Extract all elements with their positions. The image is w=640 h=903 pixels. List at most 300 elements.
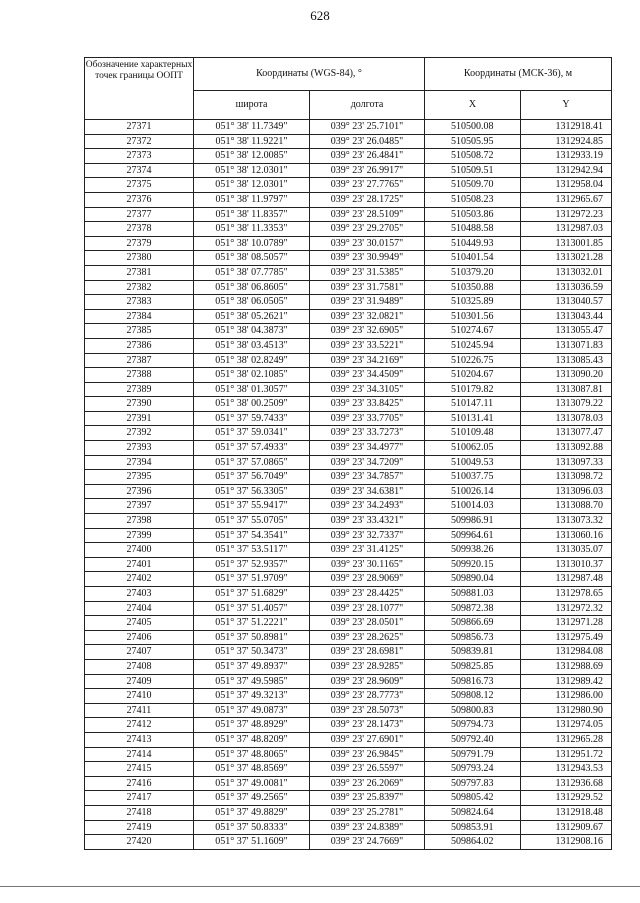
cell-latitude: 051° 37' 55.9417" <box>194 499 310 514</box>
cell-latitude: 051° 38' 06.8605" <box>194 280 310 295</box>
cell-latitude: 051° 38' 11.7349" <box>194 120 310 135</box>
cell-y: 1313096.03 <box>521 484 612 499</box>
cell-x: 509800.83 <box>425 703 521 718</box>
page-bottom-rule <box>0 886 640 887</box>
table-row <box>85 557 612 572</box>
cell-longitude: 039° 23' 28.5109" <box>310 207 425 222</box>
cell-y: 1312908.16 <box>521 835 612 850</box>
cell-y: 1312972.23 <box>521 207 612 222</box>
cell-point-id: 27385 <box>85 324 194 339</box>
cell-longitude: 039° 23' 27.7765" <box>310 178 425 193</box>
cell-point-id: 27392 <box>85 426 194 441</box>
cell-x: 509986.91 <box>425 514 521 529</box>
cell-y: 1313032.01 <box>521 265 612 280</box>
table-row <box>85 616 612 631</box>
cell-latitude: 051° 37' 51.6829" <box>194 587 310 602</box>
cell-point-id: 27382 <box>85 280 194 295</box>
cell-x: 510037.75 <box>425 470 521 485</box>
table-header-row <box>85 58 612 91</box>
cell-latitude: 051° 37' 48.8929" <box>194 718 310 733</box>
cell-x: 510131.41 <box>425 411 521 426</box>
table-row <box>85 251 612 266</box>
cell-x: 509866.69 <box>425 616 521 631</box>
cell-latitude: 051° 38' 11.8357" <box>194 207 310 222</box>
table-row <box>85 776 612 791</box>
cell-longitude: 039° 23' 32.7337" <box>310 528 425 543</box>
cell-x: 510147.11 <box>425 397 521 412</box>
cell-longitude: 039° 23' 32.6905" <box>310 324 425 339</box>
cell-latitude: 051° 37' 57.4933" <box>194 441 310 456</box>
cell-y: 1312988.69 <box>521 659 612 674</box>
cell-latitude: 051° 37' 59.0341" <box>194 426 310 441</box>
cell-point-id: 27420 <box>85 835 194 850</box>
cell-x: 510503.86 <box>425 207 521 222</box>
cell-latitude: 051° 38' 10.0789" <box>194 236 310 251</box>
cell-longitude: 039° 23' 26.9917" <box>310 163 425 178</box>
cell-latitude: 051° 37' 51.1609" <box>194 835 310 850</box>
cell-longitude: 039° 23' 24.7669" <box>310 835 425 850</box>
cell-y: 1312987.48 <box>521 572 612 587</box>
table-row <box>85 192 612 207</box>
cell-y: 1313001.85 <box>521 236 612 251</box>
cell-longitude: 039° 23' 28.5073" <box>310 703 425 718</box>
cell-longitude: 039° 23' 28.6981" <box>310 645 425 660</box>
cell-y: 1312978.65 <box>521 587 612 602</box>
cell-point-id: 27386 <box>85 338 194 353</box>
cell-latitude: 051° 38' 12.0301" <box>194 163 310 178</box>
cell-latitude: 051° 37' 51.4057" <box>194 601 310 616</box>
cell-point-id: 27371 <box>85 120 194 135</box>
table-row <box>85 645 612 660</box>
table-row <box>85 470 612 485</box>
table-row <box>85 514 612 529</box>
cell-point-id: 27395 <box>85 470 194 485</box>
cell-y: 1312974.05 <box>521 718 612 733</box>
table-row <box>85 163 612 178</box>
cell-y: 1313021.28 <box>521 251 612 266</box>
cell-x: 509791.79 <box>425 747 521 762</box>
page-number: 628 <box>310 8 330 23</box>
cell-latitude: 051° 38' 11.3353" <box>194 222 310 237</box>
cell-y: 1312943.53 <box>521 762 612 777</box>
cell-x: 509864.02 <box>425 835 521 850</box>
cell-x: 510204.67 <box>425 368 521 383</box>
cell-x: 509794.73 <box>425 718 521 733</box>
cell-longitude: 039° 23' 28.9069" <box>310 572 425 587</box>
cell-x: 509881.03 <box>425 587 521 602</box>
cell-point-id: 27404 <box>85 601 194 616</box>
cell-y: 1313055.47 <box>521 324 612 339</box>
cell-latitude: 051° 37' 54.3541" <box>194 528 310 543</box>
cell-y: 1312971.28 <box>521 616 612 631</box>
cell-point-id: 27396 <box>85 484 194 499</box>
cell-longitude: 039° 23' 26.5597" <box>310 762 425 777</box>
cell-x: 510488.58 <box>425 222 521 237</box>
cell-longitude: 039° 23' 27.6901" <box>310 732 425 747</box>
table-row <box>85 295 612 310</box>
cell-y: 1313010.37 <box>521 557 612 572</box>
cell-latitude: 051° 38' 02.8249" <box>194 353 310 368</box>
cell-longitude: 039° 23' 26.0485" <box>310 134 425 149</box>
cell-y: 1312965.28 <box>521 732 612 747</box>
cell-y: 1313085.43 <box>521 353 612 368</box>
cell-y: 1312972.32 <box>521 601 612 616</box>
table-row <box>85 820 612 835</box>
cell-longitude: 039° 23' 26.4841" <box>310 149 425 164</box>
cell-longitude: 039° 23' 33.7705" <box>310 411 425 426</box>
cell-x: 510245.94 <box>425 338 521 353</box>
header-msk36-group: Координаты (МСК-36), м <box>425 58 612 91</box>
cell-y: 1313060.16 <box>521 528 612 543</box>
cell-longitude: 039° 23' 34.2493" <box>310 499 425 514</box>
cell-y: 1313036.59 <box>521 280 612 295</box>
cell-x: 509872.38 <box>425 601 521 616</box>
table-row <box>85 149 612 164</box>
cell-longitude: 039° 23' 33.8425" <box>310 397 425 412</box>
cell-point-id: 27410 <box>85 689 194 704</box>
cell-x: 509792.40 <box>425 732 521 747</box>
cell-y: 1313040.57 <box>521 295 612 310</box>
cell-point-id: 27417 <box>85 791 194 806</box>
cell-longitude: 039° 23' 31.5385" <box>310 265 425 280</box>
cell-latitude: 051° 37' 56.3305" <box>194 484 310 499</box>
cell-x: 509825.85 <box>425 659 521 674</box>
cell-longitude: 039° 23' 28.1473" <box>310 718 425 733</box>
cell-latitude: 051° 37' 49.3213" <box>194 689 310 704</box>
cell-point-id: 27394 <box>85 455 194 470</box>
table-row <box>85 835 612 850</box>
cell-y: 1313087.81 <box>521 382 612 397</box>
cell-point-id: 27418 <box>85 805 194 820</box>
cell-latitude: 051° 37' 49.0081" <box>194 776 310 791</box>
cell-latitude: 051° 38' 05.2621" <box>194 309 310 324</box>
cell-latitude: 051° 37' 51.9709" <box>194 572 310 587</box>
cell-x: 510505.95 <box>425 134 521 149</box>
table-row <box>85 732 612 747</box>
table-row <box>85 353 612 368</box>
cell-point-id: 27373 <box>85 149 194 164</box>
cell-x: 509938.26 <box>425 543 521 558</box>
cell-longitude: 039° 23' 33.7273" <box>310 426 425 441</box>
cell-point-id: 27401 <box>85 557 194 572</box>
cell-longitude: 039° 23' 28.2625" <box>310 630 425 645</box>
cell-latitude: 051° 37' 53.5117" <box>194 543 310 558</box>
cell-x: 510179.82 <box>425 382 521 397</box>
cell-point-id: 27393 <box>85 441 194 456</box>
table-row <box>85 426 612 441</box>
cell-longitude: 039° 23' 33.4321" <box>310 514 425 529</box>
cell-latitude: 051° 37' 49.8937" <box>194 659 310 674</box>
cell-longitude: 039° 23' 28.1077" <box>310 601 425 616</box>
cell-y: 1313073.32 <box>521 514 612 529</box>
cell-latitude: 051° 37' 49.5985" <box>194 674 310 689</box>
cell-longitude: 039° 23' 33.5221" <box>310 338 425 353</box>
cell-point-id: 27411 <box>85 703 194 718</box>
cell-y: 1312924.85 <box>521 134 612 149</box>
cell-latitude: 051° 37' 49.0873" <box>194 703 310 718</box>
cell-longitude: 039° 23' 28.9285" <box>310 659 425 674</box>
cell-latitude: 051° 37' 48.8209" <box>194 732 310 747</box>
header-y: Y <box>521 90 612 119</box>
cell-longitude: 039° 23' 34.7209" <box>310 455 425 470</box>
cell-point-id: 27384 <box>85 309 194 324</box>
cell-y: 1313092.88 <box>521 441 612 456</box>
cell-x: 510449.93 <box>425 236 521 251</box>
cell-x: 510049.53 <box>425 455 521 470</box>
cell-longitude: 039° 23' 31.4125" <box>310 543 425 558</box>
cell-longitude: 039° 23' 24.8389" <box>310 820 425 835</box>
table-row <box>85 718 612 733</box>
cell-x: 510226.75 <box>425 353 521 368</box>
cell-latitude: 051° 37' 48.8065" <box>194 747 310 762</box>
cell-x: 510508.72 <box>425 149 521 164</box>
cell-latitude: 051° 37' 59.7433" <box>194 411 310 426</box>
cell-point-id: 27400 <box>85 543 194 558</box>
table-row <box>85 747 612 762</box>
cell-point-id: 27391 <box>85 411 194 426</box>
cell-y: 1312936.68 <box>521 776 612 791</box>
cell-longitude: 039° 23' 28.9609" <box>310 674 425 689</box>
cell-latitude: 051° 37' 50.8981" <box>194 630 310 645</box>
cell-point-id: 27413 <box>85 732 194 747</box>
table-row <box>85 572 612 587</box>
cell-point-id: 27397 <box>85 499 194 514</box>
header-longitude: долгота <box>310 90 425 119</box>
cell-point-id: 27372 <box>85 134 194 149</box>
table-row <box>85 397 612 412</box>
table-row <box>85 484 612 499</box>
table-body <box>85 120 612 850</box>
cell-point-id: 27377 <box>85 207 194 222</box>
cell-longitude: 039° 23' 34.7857" <box>310 470 425 485</box>
cell-x: 510109.48 <box>425 426 521 441</box>
table-row <box>85 791 612 806</box>
cell-point-id: 27406 <box>85 630 194 645</box>
table-row <box>85 134 612 149</box>
cell-y: 1313088.70 <box>521 499 612 514</box>
cell-y: 1313035.07 <box>521 543 612 558</box>
cell-x: 509808.12 <box>425 689 521 704</box>
cell-latitude: 051° 37' 48.8569" <box>194 762 310 777</box>
cell-latitude: 051° 37' 57.0865" <box>194 455 310 470</box>
cell-y: 1312951.72 <box>521 747 612 762</box>
cell-point-id: 27412 <box>85 718 194 733</box>
table-row <box>85 528 612 543</box>
coordinates-table <box>84 57 612 850</box>
cell-point-id: 27398 <box>85 514 194 529</box>
table-row <box>85 805 612 820</box>
cell-longitude: 039° 23' 28.0501" <box>310 616 425 631</box>
cell-y: 1312986.00 <box>521 689 612 704</box>
table-row <box>85 382 612 397</box>
table-row <box>85 543 612 558</box>
cell-point-id: 27375 <box>85 178 194 193</box>
cell-point-id: 27379 <box>85 236 194 251</box>
cell-point-id: 27407 <box>85 645 194 660</box>
cell-latitude: 051° 38' 08.5057" <box>194 251 310 266</box>
cell-x: 510325.89 <box>425 295 521 310</box>
cell-longitude: 039° 23' 26.9845" <box>310 747 425 762</box>
cell-latitude: 051° 38' 03.4513" <box>194 338 310 353</box>
cell-point-id: 27381 <box>85 265 194 280</box>
cell-y: 1312989.42 <box>521 674 612 689</box>
table-row <box>85 455 612 470</box>
cell-longitude: 039° 23' 34.3105" <box>310 382 425 397</box>
table-row <box>85 689 612 704</box>
cell-longitude: 039° 23' 34.4509" <box>310 368 425 383</box>
cell-longitude: 039° 23' 32.0821" <box>310 309 425 324</box>
cell-x: 510509.51 <box>425 163 521 178</box>
cell-point-id: 27378 <box>85 222 194 237</box>
cell-x: 510509.70 <box>425 178 521 193</box>
table-row <box>85 368 612 383</box>
cell-x: 509964.61 <box>425 528 521 543</box>
cell-latitude: 051° 37' 56.7049" <box>194 470 310 485</box>
cell-latitude: 051° 38' 07.7785" <box>194 265 310 280</box>
table-row <box>85 178 612 193</box>
cell-latitude: 051° 38' 11.9221" <box>194 134 310 149</box>
table-row <box>85 120 612 135</box>
cell-x: 509856.73 <box>425 630 521 645</box>
cell-y: 1313090.20 <box>521 368 612 383</box>
table-row <box>85 309 612 324</box>
cell-longitude: 039° 23' 28.1725" <box>310 192 425 207</box>
cell-latitude: 051° 38' 02.1085" <box>194 368 310 383</box>
cell-x: 509797.83 <box>425 776 521 791</box>
cell-y: 1312918.41 <box>521 120 612 135</box>
cell-point-id: 27403 <box>85 587 194 602</box>
cell-y: 1312965.67 <box>521 192 612 207</box>
cell-x: 510301.56 <box>425 309 521 324</box>
table-row <box>85 411 612 426</box>
cell-x: 510026.14 <box>425 484 521 499</box>
table-row <box>85 265 612 280</box>
cell-latitude: 051° 37' 50.8333" <box>194 820 310 835</box>
table-row <box>85 630 612 645</box>
cell-point-id: 27414 <box>85 747 194 762</box>
cell-point-id: 27408 <box>85 659 194 674</box>
table-row <box>85 441 612 456</box>
cell-point-id: 27376 <box>85 192 194 207</box>
cell-x: 509853.91 <box>425 820 521 835</box>
cell-x: 510062.05 <box>425 441 521 456</box>
cell-longitude: 039° 23' 28.4425" <box>310 587 425 602</box>
cell-longitude: 039° 23' 31.9489" <box>310 295 425 310</box>
cell-longitude: 039° 23' 34.6381" <box>310 484 425 499</box>
cell-longitude: 039° 23' 30.0157" <box>310 236 425 251</box>
cell-y: 1312987.03 <box>521 222 612 237</box>
cell-longitude: 039° 23' 30.9949" <box>310 251 425 266</box>
cell-longitude: 039° 23' 34.4977" <box>310 441 425 456</box>
cell-latitude: 051° 38' 01.3057" <box>194 382 310 397</box>
table-row <box>85 324 612 339</box>
header-wgs84-group: Координаты (WGS-84), ° <box>194 58 425 91</box>
cell-point-id: 27383 <box>85 295 194 310</box>
cell-y: 1313097.33 <box>521 455 612 470</box>
cell-y: 1312975.49 <box>521 630 612 645</box>
header-point-label: Обозначение характерных точек границы ООПТ <box>85 58 194 120</box>
table-row <box>85 703 612 718</box>
cell-point-id: 27402 <box>85 572 194 587</box>
cell-y: 1312909.67 <box>521 820 612 835</box>
cell-y: 1313071.83 <box>521 338 612 353</box>
cell-longitude: 039° 23' 29.2705" <box>310 222 425 237</box>
cell-longitude: 039° 23' 34.2169" <box>310 353 425 368</box>
table-row <box>85 762 612 777</box>
cell-longitude: 039° 23' 25.2781" <box>310 805 425 820</box>
cell-y: 1313079.22 <box>521 397 612 412</box>
cell-longitude: 039° 23' 25.8397" <box>310 791 425 806</box>
cell-point-id: 27390 <box>85 397 194 412</box>
table-row <box>85 674 612 689</box>
header-x: X <box>425 90 521 119</box>
cell-y: 1312918.48 <box>521 805 612 820</box>
cell-x: 509824.64 <box>425 805 521 820</box>
table-row <box>85 207 612 222</box>
table-row <box>85 338 612 353</box>
table-row <box>85 280 612 295</box>
cell-point-id: 27380 <box>85 251 194 266</box>
cell-y: 1313098.72 <box>521 470 612 485</box>
cell-x: 510014.03 <box>425 499 521 514</box>
cell-longitude: 039° 23' 30.1165" <box>310 557 425 572</box>
cell-longitude: 039° 23' 31.7581" <box>310 280 425 295</box>
cell-y: 1313043.44 <box>521 309 612 324</box>
cell-x: 510350.88 <box>425 280 521 295</box>
cell-y: 1313077.47 <box>521 426 612 441</box>
cell-latitude: 051° 38' 12.0085" <box>194 149 310 164</box>
cell-y: 1313078.03 <box>521 411 612 426</box>
table-row <box>85 499 612 514</box>
cell-latitude: 051° 38' 12.0301" <box>194 178 310 193</box>
cell-latitude: 051° 37' 55.0705" <box>194 514 310 529</box>
table-row <box>85 601 612 616</box>
cell-point-id: 27374 <box>85 163 194 178</box>
cell-point-id: 27405 <box>85 616 194 631</box>
cell-x: 509816.73 <box>425 674 521 689</box>
cell-point-id: 27409 <box>85 674 194 689</box>
cell-y: 1312984.08 <box>521 645 612 660</box>
cell-latitude: 051° 37' 49.2565" <box>194 791 310 806</box>
table-row <box>85 236 612 251</box>
cell-point-id: 27387 <box>85 353 194 368</box>
cell-latitude: 051° 38' 06.0505" <box>194 295 310 310</box>
table-row <box>85 587 612 602</box>
cell-x: 509805.42 <box>425 791 521 806</box>
cell-y: 1312958.04 <box>521 178 612 193</box>
cell-x: 510379.20 <box>425 265 521 280</box>
cell-point-id: 27389 <box>85 382 194 397</box>
cell-longitude: 039° 23' 28.7773" <box>310 689 425 704</box>
cell-latitude: 051° 38' 00.2509" <box>194 397 310 412</box>
cell-latitude: 051° 38' 11.9797" <box>194 192 310 207</box>
cell-point-id: 27416 <box>85 776 194 791</box>
cell-x: 510508.23 <box>425 192 521 207</box>
cell-latitude: 051° 37' 49.8829" <box>194 805 310 820</box>
cell-point-id: 27415 <box>85 762 194 777</box>
cell-x: 509839.81 <box>425 645 521 660</box>
table-row <box>85 659 612 674</box>
cell-x: 510401.54 <box>425 251 521 266</box>
cell-x: 509920.15 <box>425 557 521 572</box>
cell-x: 509793.24 <box>425 762 521 777</box>
table-row <box>85 222 612 237</box>
cell-point-id: 27419 <box>85 820 194 835</box>
cell-y: 1312933.19 <box>521 149 612 164</box>
cell-point-id: 27399 <box>85 528 194 543</box>
cell-latitude: 051° 37' 51.2221" <box>194 616 310 631</box>
cell-latitude: 051° 37' 52.9357" <box>194 557 310 572</box>
